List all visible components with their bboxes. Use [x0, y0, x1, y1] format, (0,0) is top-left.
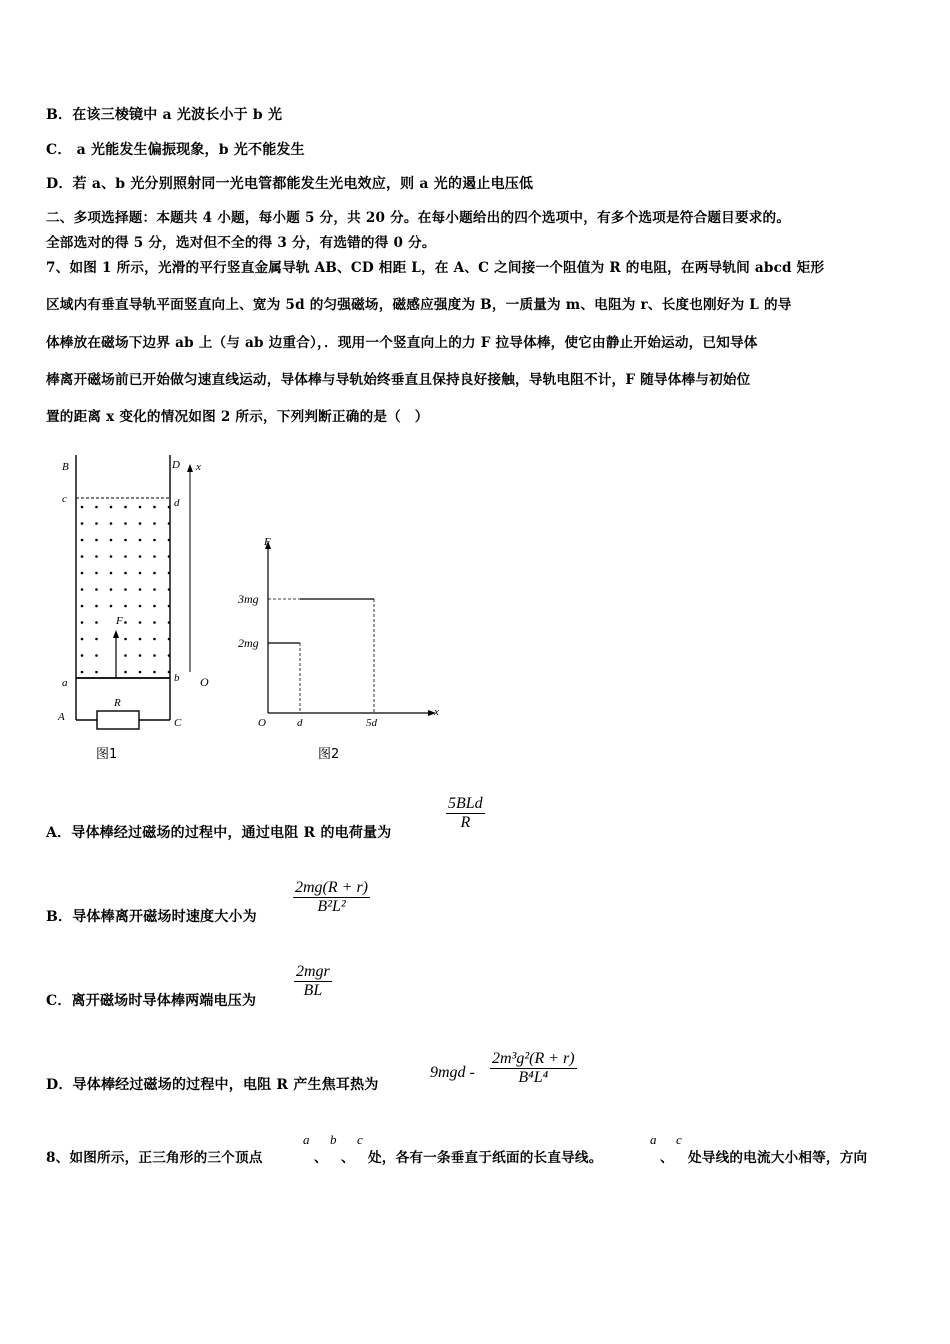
field-dot	[124, 539, 127, 542]
q8-part3: 处导线的电流大小相等，方向	[688, 1150, 868, 1166]
field-dot	[139, 572, 142, 575]
option-d-prev: D．若 a、b 光分别照射同一光电管都能发生光电效应，则 a 光的遏止电压低	[46, 176, 534, 192]
label-x-axis: x	[434, 706, 439, 718]
field-dot	[124, 506, 127, 509]
option-a-numerator: 5BLd	[448, 795, 483, 812]
field-dot	[110, 506, 113, 509]
field-dot	[110, 605, 113, 608]
option-d-fraction	[490, 1050, 577, 1087]
field-dot	[168, 506, 171, 509]
q7-option-a: A．导体棒经过磁场的过程中，通过电阻 R 的电荷量为	[46, 825, 392, 841]
field-dot	[95, 621, 98, 624]
label-F-axis: F	[264, 536, 271, 548]
label-F: F	[116, 615, 123, 627]
field-dot	[153, 638, 156, 641]
option-b-numerator: 2mg(R + r)	[295, 879, 369, 896]
field-dot	[153, 654, 156, 657]
field-dot	[124, 522, 127, 525]
option-a-denominator: R	[460, 814, 471, 831]
q7-line5: 置的距离 x 变化的情况如图 2 所示，下列判断正确的是（ ）	[46, 409, 429, 425]
label-x: x	[196, 461, 201, 473]
q8-sep3: 、	[660, 1150, 674, 1166]
label-b: b	[174, 672, 180, 684]
option-b-prev: B．在该三棱镜中 a 光波长小于 b 光	[46, 107, 283, 123]
field-dot	[153, 621, 156, 624]
option-c-denominator: BL	[303, 982, 323, 999]
q7-line1: 7、如图 1 所示，光滑的平行竖直金属导轨 AB、CD 相距 L，在 A、C 之间接一个阻值为 R 的电阻，在两导轨间 abcd 矩形	[46, 260, 825, 276]
field-dot	[95, 539, 98, 542]
field-dot	[95, 522, 98, 525]
q7-option-b: B．导体棒离开磁场时速度大小为	[46, 909, 257, 925]
field-dot	[81, 572, 84, 575]
field-dot	[139, 621, 142, 624]
field-dot	[168, 605, 171, 608]
field-dot	[139, 539, 142, 542]
q7-line3: 体棒放在磁场下边界 ab 上（与 ab 边重合），．现用一个竖直向上的力 F 拉导体棒，使它由静止开始运动，已知导体	[46, 335, 758, 351]
field-dot	[124, 621, 127, 624]
field-dot	[168, 654, 171, 657]
field-dot	[81, 638, 84, 641]
section-heading-line1: 二、多项选择题：本题共 4 小题，每小题 5 分，共 20 分。在每小题给出的四个选项中，有多个选项是符合题目要求的。	[46, 210, 791, 226]
field-dot	[139, 522, 142, 525]
label-C: C	[174, 717, 182, 729]
field-dot	[110, 539, 113, 542]
label-A: A	[58, 711, 65, 723]
label-a: a	[62, 677, 68, 689]
field-dot	[124, 638, 127, 641]
field-dot	[81, 654, 84, 657]
option-c-numerator: 2mgr	[296, 963, 330, 980]
field-dot	[168, 539, 171, 542]
field-dot	[168, 555, 171, 558]
q8-var-a: a	[303, 1132, 310, 1147]
option-d-denominator: B⁴L⁴	[518, 1069, 549, 1086]
field-dot	[153, 522, 156, 525]
field-dot	[139, 605, 142, 608]
field-dot	[110, 555, 113, 558]
figure-2-graph	[230, 535, 450, 730]
label-d-tick: d	[297, 717, 303, 729]
field-dot	[124, 605, 127, 608]
field-dot	[124, 555, 127, 558]
field-dot	[95, 671, 98, 674]
label-origin: O	[258, 717, 266, 729]
field-dot	[95, 506, 98, 509]
field-dot	[139, 671, 142, 674]
field-dot	[81, 588, 84, 591]
field-dot	[168, 638, 171, 641]
option-d-prefix: 9mgd -	[430, 1064, 475, 1081]
field-dot	[153, 555, 156, 558]
q7-option-d: D．导体棒经过磁场的过程中，电阻 R 产生焦耳热为	[46, 1077, 379, 1093]
field-dot	[124, 654, 127, 657]
field-dot	[153, 539, 156, 542]
label-O: O	[200, 675, 209, 689]
label-5d-tick: 5d	[366, 717, 377, 729]
field-dot	[110, 572, 113, 575]
field-dot	[168, 671, 171, 674]
q8-var-a2: a	[650, 1132, 657, 1147]
field-dot	[95, 654, 98, 657]
option-d-numerator: 2m³g²(R + r)	[492, 1050, 575, 1067]
field-dot	[139, 588, 142, 591]
q8-var-b: b	[330, 1132, 337, 1147]
field-dot	[110, 522, 113, 525]
option-c-prev: C． a 光能发生偏振现象，b 光不能发生	[46, 142, 305, 158]
field-dot	[124, 572, 127, 575]
field-dot	[110, 588, 113, 591]
field-dot	[153, 671, 156, 674]
field-dot	[168, 621, 171, 624]
label-B: B	[62, 461, 69, 473]
q8-sep2: 、	[341, 1150, 355, 1166]
field-dot	[139, 506, 142, 509]
label-c: c	[62, 493, 67, 505]
field-dot	[168, 572, 171, 575]
field-dot	[124, 671, 127, 674]
label-2mg: 2mg	[238, 636, 259, 650]
field-dot	[95, 588, 98, 591]
field-dot	[81, 539, 84, 542]
field-dot	[81, 522, 84, 525]
figure-2-caption: 图2	[318, 747, 340, 762]
field-dot	[81, 605, 84, 608]
field-dot	[168, 588, 171, 591]
field-dot	[168, 522, 171, 525]
label-R: R	[114, 697, 121, 709]
figure-1-circuit	[50, 450, 220, 740]
q8-var-c2: c	[676, 1132, 682, 1147]
field-dot	[139, 654, 142, 657]
option-a-fraction	[446, 795, 485, 832]
label-D: D	[172, 459, 180, 471]
field-dot	[81, 671, 84, 674]
field-dot	[95, 555, 98, 558]
q8-sep1: 、	[314, 1150, 328, 1166]
section-heading-line2: 全部选对的得 5 分，选对但不全的得 3 分，有选错的得 0 分。	[46, 235, 436, 251]
label-d: d	[174, 497, 180, 509]
q8-part2: 处，各有一条垂直于纸面的长直导线。	[368, 1150, 603, 1166]
field-dot	[153, 572, 156, 575]
q8-var-c: c	[357, 1132, 363, 1147]
q7-line4: 棒离开磁场前已开始做匀速直线运动，导体棒与导轨始终垂直且保持良好接触，导轨电阻不计，F 随导体棒与初始位	[46, 372, 751, 388]
field-dot	[139, 555, 142, 558]
field-dot	[81, 621, 84, 624]
field-dot	[153, 588, 156, 591]
option-b-fraction	[293, 879, 370, 916]
field-dot	[95, 605, 98, 608]
field-dot	[153, 506, 156, 509]
field-dot	[95, 572, 98, 575]
field-dot	[124, 588, 127, 591]
field-dot	[153, 605, 156, 608]
field-dot	[139, 638, 142, 641]
option-c-fraction	[294, 963, 332, 1000]
field-dot	[81, 555, 84, 558]
label-3mg: 3mg	[238, 592, 259, 606]
figure-1-caption: 图1	[96, 747, 118, 762]
q7-option-c: C．离开磁场时导体棒两端电压为	[46, 993, 257, 1009]
field-dot	[81, 506, 84, 509]
q8-part1: 8、如图所示，正三角形的三个顶点	[46, 1150, 263, 1166]
option-b-denominator: B²L²	[317, 898, 346, 915]
field-dot	[95, 638, 98, 641]
q7-line2: 区域内有垂直导轨平面竖直向上、宽为 5d 的匀强磁场，磁感应强度为 B，一质量为 m、电阻为 r、长度也刚好为 L 的导	[46, 297, 792, 313]
